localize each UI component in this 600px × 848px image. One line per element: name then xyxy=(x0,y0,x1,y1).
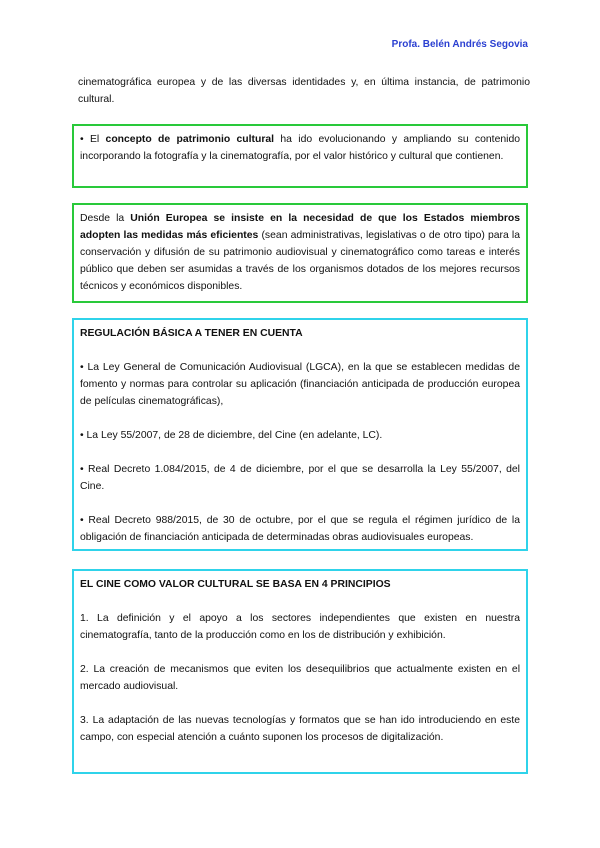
principle-item: 3. La adaptación de las nuevas tecnologías y formatos que se han ido introduciendo en este campo, con especial atención a cuánto suponen los procesos de digitalización. xyxy=(80,715,520,743)
regulation-box xyxy=(72,318,528,551)
bold-statement: Unión Europea se insiste en la necesidad de que los Estados miembros adopten las medidas más eficientes xyxy=(80,213,520,241)
lead-text: Desde la xyxy=(80,213,131,224)
principle-item: 2. La creación de mecanismos que eviten los desequilibrios que actualmente existen en el mercado audiovisual. xyxy=(80,664,520,692)
body-text: ha ido evolucionando y ampliando su contenido incorporando la fotografía y la cinematografía, por el valor histórico y cultural que contienen. xyxy=(80,134,520,162)
cultural-heritage-box xyxy=(72,124,528,188)
header-author: Belén Andrés Segovia xyxy=(420,39,528,50)
bold-term: concepto de patrimonio cultural xyxy=(105,134,275,145)
regulation-item: • La Ley General de Comunicación Audiovisual (LGCA), en la que se establecen medidas de fomento y normas para controlar su aplicación (financiación anticipada de producción europea de películas cinematográficas), xyxy=(80,362,520,407)
regulation-item: • Real Decreto 988/2015, de 30 de octubre, por el que se regula el régimen jurídico de la obligación de financiación anticipada de determinadas obras audiovisuales europeas. xyxy=(80,515,520,543)
body-text: (sean administrativas, legislativas o de otro tipo) para la conservación y difusión de su patrimonio audiovisual y cinematográfico como tareas e interés público que deben ser asumidas a través de los organismos dotados de los mejores recursos técnicos y económicos disponibles. xyxy=(80,230,520,292)
regulation-item: • La Ley 55/2007, de 28 de diciembre, del Cine (en adelante, LC). xyxy=(80,430,383,441)
regulation-item: • Real Decreto 1.084/2015, de 4 de diciembre, por el que se desarrolla la Ley 55/2007, del Cine. xyxy=(80,464,520,492)
eu-text xyxy=(80,210,520,295)
header-prefix: Profa. xyxy=(391,39,420,50)
principles-title: EL CINE COMO VALOR CULTURAL SE BASA EN 4 PRINCIPIOS xyxy=(80,579,391,590)
principles-box xyxy=(72,569,528,774)
cultural-heritage-text xyxy=(80,131,520,165)
regulation-title: REGULACIÓN BÁSICA A TENER EN CUENTA xyxy=(80,328,303,339)
intro-paragraph: cinematográfica europea y de las diversas identidades y, en última instancia, de patrimonio cultural. xyxy=(78,77,530,105)
page-header xyxy=(392,39,528,50)
bullet-lead: • El xyxy=(80,134,106,145)
eu-box xyxy=(72,203,528,303)
principle-item: 1. La definición y el apoyo a los sectores independientes que existen en nuestra cinematografía, tanto de la producción como en los de distribución y exhibición. xyxy=(80,613,520,641)
